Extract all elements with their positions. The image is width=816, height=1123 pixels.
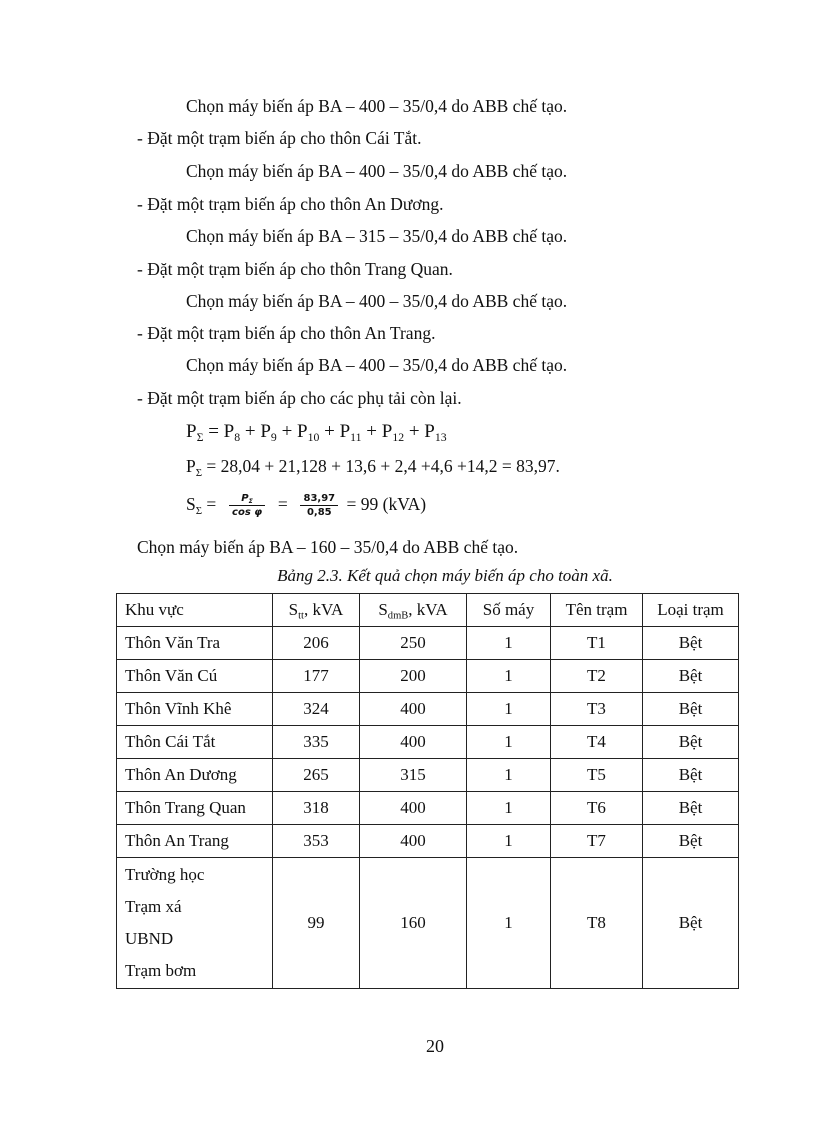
cell-area: Thôn An Trang — [117, 825, 273, 858]
cell-count: 1 — [467, 726, 551, 759]
cell-station: T1 — [551, 627, 643, 660]
cell-sdmb: 400 — [360, 792, 467, 825]
text-line-7: Chọn máy biến áp BA – 400 – 35/0,4 do ABB chế tạo. — [186, 291, 568, 311]
cell-type: Bệt — [643, 693, 739, 726]
header-type: Loại trạm — [643, 594, 739, 627]
text-line-3: Chọn máy biến áp BA – 400 – 35/0,4 do ABB chế tạo. — [186, 161, 568, 181]
text-line-8: - Đặt một trạm biến áp cho thôn An Trang. — [137, 323, 436, 343]
header-stt: $S_{tt}$, kVA — [273, 594, 360, 627]
cell-count: 1 — [467, 660, 551, 693]
cell-count: 1 — [467, 858, 551, 989]
cell-sdmb: 315 — [360, 759, 467, 792]
formula-s-sum: $S_\Sigma$ = $\frac{P_\Sigma}{\text{cos φ}}$ = $\frac{83,97}{0,85}$ = 99 (kVA) — [186, 493, 427, 519]
cell-type: Bệt — [643, 858, 739, 989]
table-row — [117, 627, 739, 660]
page-number: 20 — [426, 1036, 444, 1056]
table-header-row — [117, 594, 739, 627]
cell-stt: 265 — [273, 759, 360, 792]
cell-stt: 99 — [273, 858, 360, 989]
cell-type: Bệt — [643, 759, 739, 792]
cell-area-multi — [117, 858, 273, 989]
cell-sdmb: 200 — [360, 660, 467, 693]
text-line-2: - Đặt một trạm biến áp cho thôn Cái Tắt. — [137, 128, 422, 148]
table-row — [117, 660, 739, 693]
cell-stt: 206 — [273, 627, 360, 660]
cell-station: T3 — [551, 693, 643, 726]
table-row — [117, 693, 739, 726]
cell-count: 1 — [467, 693, 551, 726]
cell-type: Bệt — [643, 627, 739, 660]
cell-area: Thôn Trang Quan — [117, 792, 273, 825]
cell-area: Thôn Văn Tra — [117, 627, 273, 660]
header-station: Tên trạm — [551, 594, 643, 627]
cell-type: Bệt — [643, 726, 739, 759]
text-line-6: - Đặt một trạm biến áp cho thôn Trang Quan. — [137, 259, 453, 279]
fraction-p-over-cos: $\frac{P_\Sigma}{\text{cos φ}}$ — [229, 492, 265, 519]
table-row — [117, 726, 739, 759]
table-row — [117, 825, 739, 858]
cell-area: Thôn An Dương — [117, 759, 273, 792]
cell-stt: 335 — [273, 726, 360, 759]
table-caption: Bảng 2.3. Kết quả chọn máy biến áp cho toàn xã. — [277, 566, 613, 585]
cell-station: T4 — [551, 726, 643, 759]
header-count: Số máy — [467, 594, 551, 627]
cell-station: T8 — [551, 858, 643, 989]
cell-sdmb: 160 — [360, 858, 467, 989]
text-line-10: - Đặt một trạm biến áp cho các phụ tải còn lại. — [137, 388, 462, 408]
text-line-4: - Đặt một trạm biến áp cho thôn An Dương. — [137, 194, 444, 214]
cell-area: Thôn Cái Tắt — [117, 726, 273, 759]
cell-sdmb: 250 — [360, 627, 467, 660]
cell-type: Bệt — [643, 825, 739, 858]
cell-stt: 318 — [273, 792, 360, 825]
table-row — [117, 792, 739, 825]
conclusion-line: Chọn máy biến áp BA – 160 – 35/0,4 do ABB chế tạo. — [137, 537, 519, 557]
cell-station: T2 — [551, 660, 643, 693]
text-line-1: Chọn máy biến áp BA – 400 – 35/0,4 do ABB chế tạo. — [186, 96, 568, 116]
area-item: Trạm xá — [125, 897, 182, 916]
cell-sdmb: 400 — [360, 825, 467, 858]
cell-count: 1 — [467, 759, 551, 792]
header-area: Khu vực — [117, 594, 273, 627]
area-item: Trường học — [125, 865, 205, 884]
cell-stt: 177 — [273, 660, 360, 693]
cell-type: Bệt — [643, 792, 739, 825]
cell-count: 1 — [467, 825, 551, 858]
transformer-table — [116, 593, 739, 989]
text-line-9: Chọn máy biến áp BA – 400 – 35/0,4 do ABB chế tạo. — [186, 355, 568, 375]
table-row-combined — [117, 858, 739, 989]
cell-stt: 353 — [273, 825, 360, 858]
header-sdmb: $S_{dmB}$, kVA — [360, 594, 467, 627]
cell-count: 1 — [467, 627, 551, 660]
fraction-values: $\frac{83,97}{0,85}$ — [300, 492, 338, 519]
cell-station: T6 — [551, 792, 643, 825]
text-line-5: Chọn máy biến áp BA – 315 – 35/0,4 do ABB chế tạo. — [186, 226, 568, 246]
cell-sdmb: 400 — [360, 726, 467, 759]
cell-area: Thôn Vĩnh Khê — [117, 693, 273, 726]
cell-area: Thôn Văn Cú — [117, 660, 273, 693]
cell-station: T5 — [551, 759, 643, 792]
cell-sdmb: 400 — [360, 693, 467, 726]
table-row — [117, 759, 739, 792]
cell-type: Bệt — [643, 660, 739, 693]
cell-stt: 324 — [273, 693, 360, 726]
area-item: Trạm bơm — [125, 961, 197, 980]
formula-p-sum: $P_\Sigma = P_8 + P_9 + P_{10} + P_{11} + P_{12} + P_{13}$ — [186, 421, 447, 445]
formula-p-sum-values: $P_\Sigma = 28,04 + 21,128 + 13,6 + 2,4 +4,6 +14,2 = 83,97$. — [186, 456, 560, 479]
area-item: UBND — [125, 929, 174, 948]
cell-station: T7 — [551, 825, 643, 858]
cell-count: 1 — [467, 792, 551, 825]
